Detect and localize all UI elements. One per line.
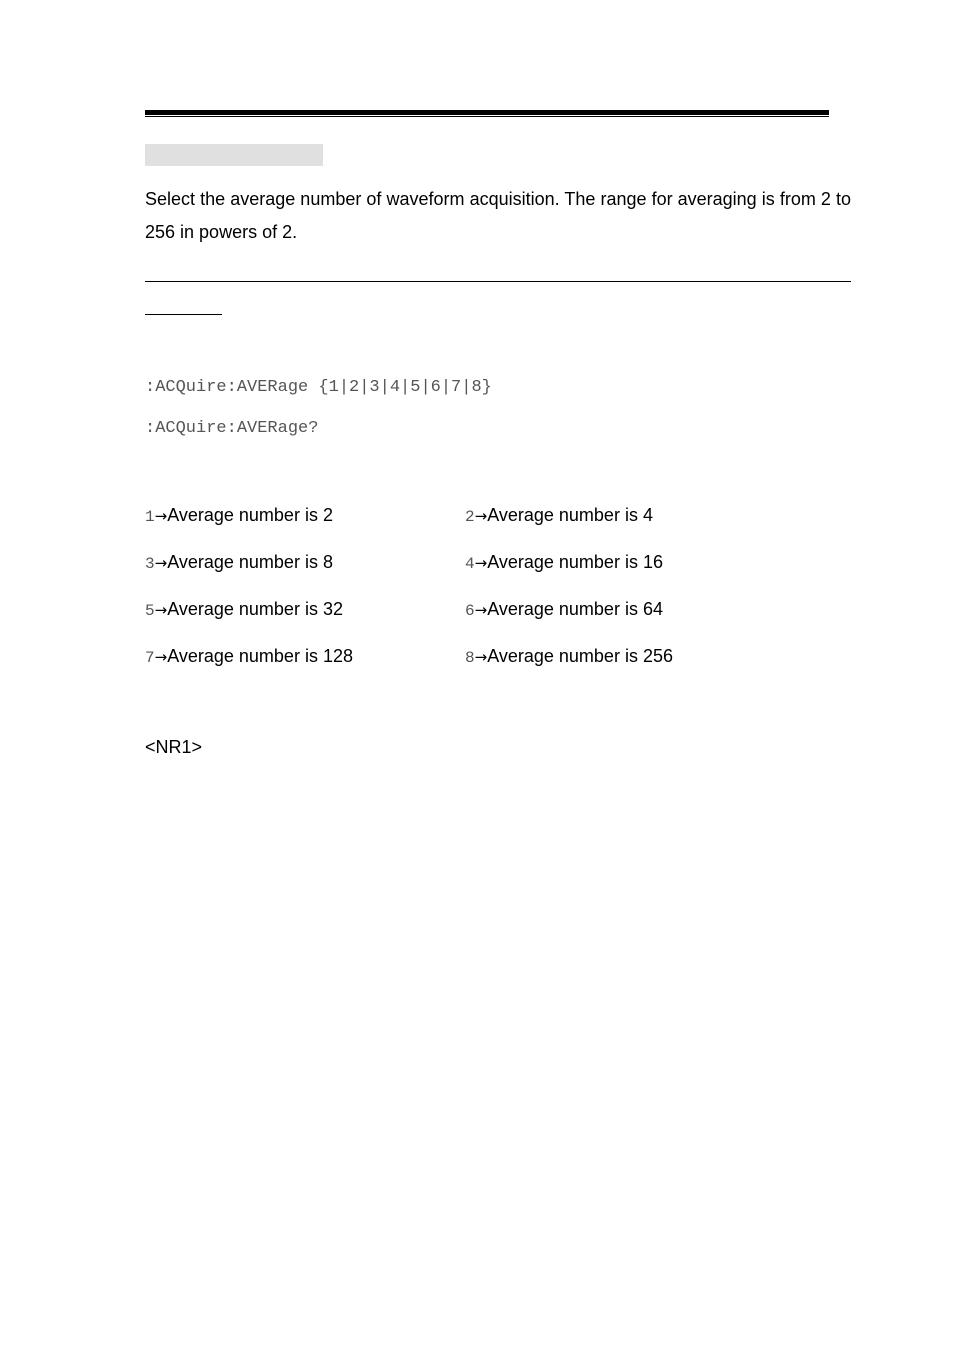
parameter-text: Average number is 16 — [487, 552, 663, 572]
syntax-query-command: :ACQuire:AVERage? — [145, 419, 319, 438]
parameter-text: Average number is 32 — [167, 599, 343, 619]
parameter-text: Average number is 256 — [487, 646, 673, 666]
parameter-text: Average number is 4 — [487, 505, 653, 525]
arrow-icon: → — [154, 648, 168, 666]
arrow-icon: → — [154, 507, 168, 525]
parameter-item — [145, 505, 333, 526]
parameter-text: Average number is 2 — [167, 505, 333, 525]
parameter-code: 4 — [465, 555, 475, 573]
parameter-item — [465, 599, 663, 620]
parameter-code: 7 — [145, 649, 155, 667]
arrow-icon: → — [474, 601, 488, 619]
parameter-item — [465, 552, 663, 573]
parameter-code: 2 — [465, 508, 475, 526]
parameter-code: 6 — [465, 602, 475, 620]
arrow-icon: → — [474, 648, 488, 666]
arrow-icon: → — [474, 554, 488, 572]
parameter-code: 3 — [145, 555, 155, 573]
page-header-rule-thin — [145, 116, 829, 117]
syntax-set-command: :ACQuire:AVERage {1|2|3|4|5|6|7|8} — [145, 378, 492, 397]
parameter-item — [145, 646, 353, 667]
page-header-rule — [145, 110, 829, 115]
parameter-item — [465, 505, 653, 526]
parameter-code: 8 — [465, 649, 475, 667]
arrow-icon: → — [154, 601, 168, 619]
parameter-text: Average number is 64 — [487, 599, 663, 619]
parameter-item — [145, 552, 333, 573]
parameter-item — [145, 599, 343, 620]
parameter-item — [465, 646, 673, 667]
section-title-box — [145, 144, 323, 166]
section-divider-short — [145, 314, 222, 315]
return-format: <NR1> — [145, 737, 203, 757]
parameter-text: Average number is 128 — [167, 646, 353, 666]
command-description: Select the average number of waveform acquisition. The range for averaging is from 2 to 256 in powers of 2. — [145, 189, 851, 242]
parameter-code: 5 — [145, 602, 155, 620]
parameter-code: 1 — [145, 508, 155, 526]
section-divider — [145, 281, 851, 282]
arrow-icon: → — [154, 554, 168, 572]
arrow-icon: → — [474, 507, 488, 525]
parameter-text: Average number is 8 — [167, 552, 333, 572]
